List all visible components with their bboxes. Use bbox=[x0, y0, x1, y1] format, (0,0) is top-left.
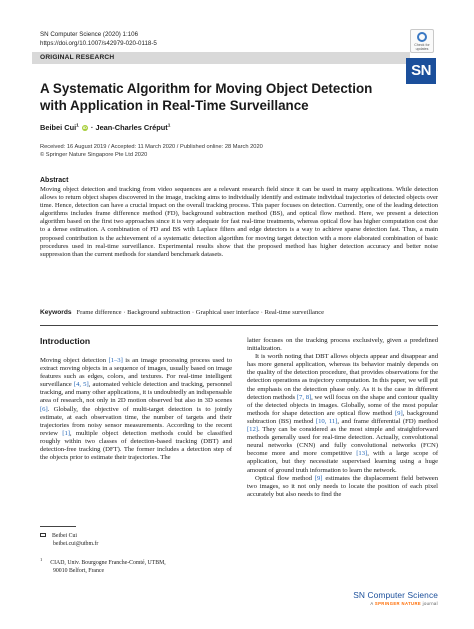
citation-link[interactable]: [1] bbox=[62, 429, 70, 437]
envelope-icon bbox=[40, 533, 46, 537]
paragraph: latter focuses on the tracking process exclusively, given a predefined initialization. bbox=[247, 337, 438, 353]
author-list bbox=[40, 123, 170, 132]
introduction-heading: Introduction bbox=[40, 336, 91, 346]
orcid-icon[interactable]: iD bbox=[82, 125, 87, 130]
doi-link[interactable]: https://doi.org/10.1007/s42979-020-0118-5 bbox=[40, 40, 157, 47]
corresponding-author bbox=[40, 532, 98, 548]
keywords-line bbox=[40, 309, 438, 317]
affiliation-marker: 1 bbox=[167, 123, 171, 129]
paragraph: Optical flow method [9] estimates the displacement field between two images, so it not only needs to locate the position of each pixel accurately but also needs to find the bbox=[247, 474, 438, 498]
history-dates: Received: 16 August 2019 / Accepted: 11 March 2020 / Published online: 28 March 2020 bbox=[40, 144, 263, 150]
body-column-left bbox=[40, 357, 232, 462]
citation-link[interactable]: [7, 8] bbox=[296, 393, 312, 401]
keywords-list: Frame difference · Background subtraction · Graphical user interface · Real-time surveillance bbox=[76, 309, 325, 316]
author-separator: · bbox=[88, 123, 96, 132]
body-column-right bbox=[247, 337, 438, 499]
section-divider bbox=[40, 325, 438, 326]
journal-reference bbox=[40, 30, 157, 48]
affiliation bbox=[40, 556, 166, 575]
check-for-updates-badge[interactable] bbox=[410, 29, 434, 53]
article-title: A Systematic Algorithm for Moving Object Detection with Application in Real-Time Surveillance bbox=[40, 81, 373, 113]
publisher-line: A SPRINGER NATURE journal bbox=[370, 601, 438, 606]
publisher-brand: SPRINGER NATURE bbox=[374, 601, 422, 606]
publication-dates bbox=[40, 143, 263, 159]
citation-link[interactable]: [9] bbox=[314, 474, 323, 482]
abstract-heading: Abstract bbox=[40, 177, 69, 184]
affiliation-line-1: CIAD, Univ. Bourgogne Franche-Comté, UTBM, bbox=[50, 560, 166, 566]
paragraph: Moving object detection [1–3] is an image processing process used to extract moving objects in a sequence of images, usually based on image features such as edges, colors, and textures. For real-time intelligent surveillance [4, 5], automated vehicle detection and tracking, personnel tracking, and many other applications, it is undoubtedly an indispensable area of research, not only in 2D motion observed but also in 3D scenes [6]. Globally, the objective of multi-target detection is to jointly estimate, at each observation time, the number of targets and their trajectories from noisy sensor measurements. According to the recent review [1], multiple object detection methods could be classified roughly within two classes of detection-based tracking (DBT) and detection-free tracking (DFT). The former includes a detection step of the objects prior to estimate their trajectories. The bbox=[40, 357, 232, 462]
citation-link[interactable]: [1–3] bbox=[108, 357, 123, 364]
author-email[interactable]: beibei.cui@utbm.fr bbox=[53, 541, 99, 547]
author-name[interactable]: Jean-Charles Créput bbox=[95, 123, 168, 132]
paragraph: It is worth noting that DBT allows objects appear and disappear and has more general application, whereas its behavior mainly depends on the quality of the detection procedure, that provides observations for the detection operations as trajectory computation. In this paper, we will put the emphasis on the detection phase only. As it is the case in different detection methods [7, 8], we will focus on the shape and contour quality of the detected objects in images. Globally, some of the most popular methods for shape detection are optical flow method [9], background subtraction (BS) method [10, 11], and frame differential (FD) method [12]. They can be considered as the most simple and straightforward methods generally used for real-time detection. Actually, convolutional neural networks (CNN) and fully convolutional networks (FCN) become more and more competitive [13], with a large scope of application, but they necessitate supervised learning using a huge amount of ground truth information to learn the network. bbox=[247, 353, 438, 474]
abstract-text: Moving object detection and tracking from video sequences are a relevant research field since it can be used in many applications. While detection allows to return object shapes discovered in the image, tracking aims to individually identify and estimate individual trajectories of detected objects over time. Hence, detection can have a crucial impact on the overall tracking process. This paper focuses on detection. Currently, one of the leading detection algorithms includes frame difference method (FD), background subtraction method (BS), and optical flow method. Here, we present a detection algorithm based on the first two approaches since it is very adequate for fast real-time treatments, whereas optical flow has higher computation cost due to a dense estimation. A combination of FD and BS with Laplace filters and edge detectors is a way to achieve sparse detection fast. Thus, a main proposed contribution is the achievement of a systematic detection algorithm for moving target detection with a more elaborated combination of basic procedures used in real-time surveillance. Experimental results show that the proposed method has higher detection accuracy and better noise suppression than the current methods for standard benchmark datasets. bbox=[40, 186, 438, 258]
badge-line-2: updates bbox=[415, 47, 429, 51]
citation-link[interactable]: [10, 11] bbox=[315, 417, 338, 425]
citation-link[interactable]: [9] bbox=[394, 409, 403, 417]
footer-journal-brand bbox=[353, 590, 438, 606]
citation-link[interactable]: [13] bbox=[356, 450, 368, 458]
update-check-icon bbox=[417, 32, 427, 42]
footnote-rule bbox=[40, 526, 76, 527]
citation-link[interactable]: [6] bbox=[40, 405, 48, 413]
citation-link[interactable]: [12] bbox=[247, 426, 258, 434]
citation-link[interactable]: [4, 5] bbox=[73, 381, 89, 389]
footer-journal-name: SN Computer Science bbox=[353, 590, 438, 600]
affiliation-number: 1 bbox=[40, 557, 43, 562]
author-name[interactable]: Beibei Cui bbox=[40, 123, 77, 132]
affiliation-marker: 1 bbox=[76, 123, 79, 129]
corresponding-author-name: Beibei Cui bbox=[52, 533, 77, 539]
badge-line-1: Check for bbox=[414, 43, 430, 47]
article-type-banner: ORIGINAL RESEARCH bbox=[32, 52, 410, 64]
keywords-label: Keywords bbox=[40, 309, 72, 316]
copyright-notice: © Springer Nature Singapore Pte Ltd 2020 bbox=[40, 152, 148, 158]
journal-logo: SN bbox=[406, 58, 436, 84]
journal-citation: SN Computer Science (2020) 1:106 bbox=[40, 31, 139, 38]
affiliation-line-2: 90010 Belfort, France bbox=[53, 568, 105, 574]
